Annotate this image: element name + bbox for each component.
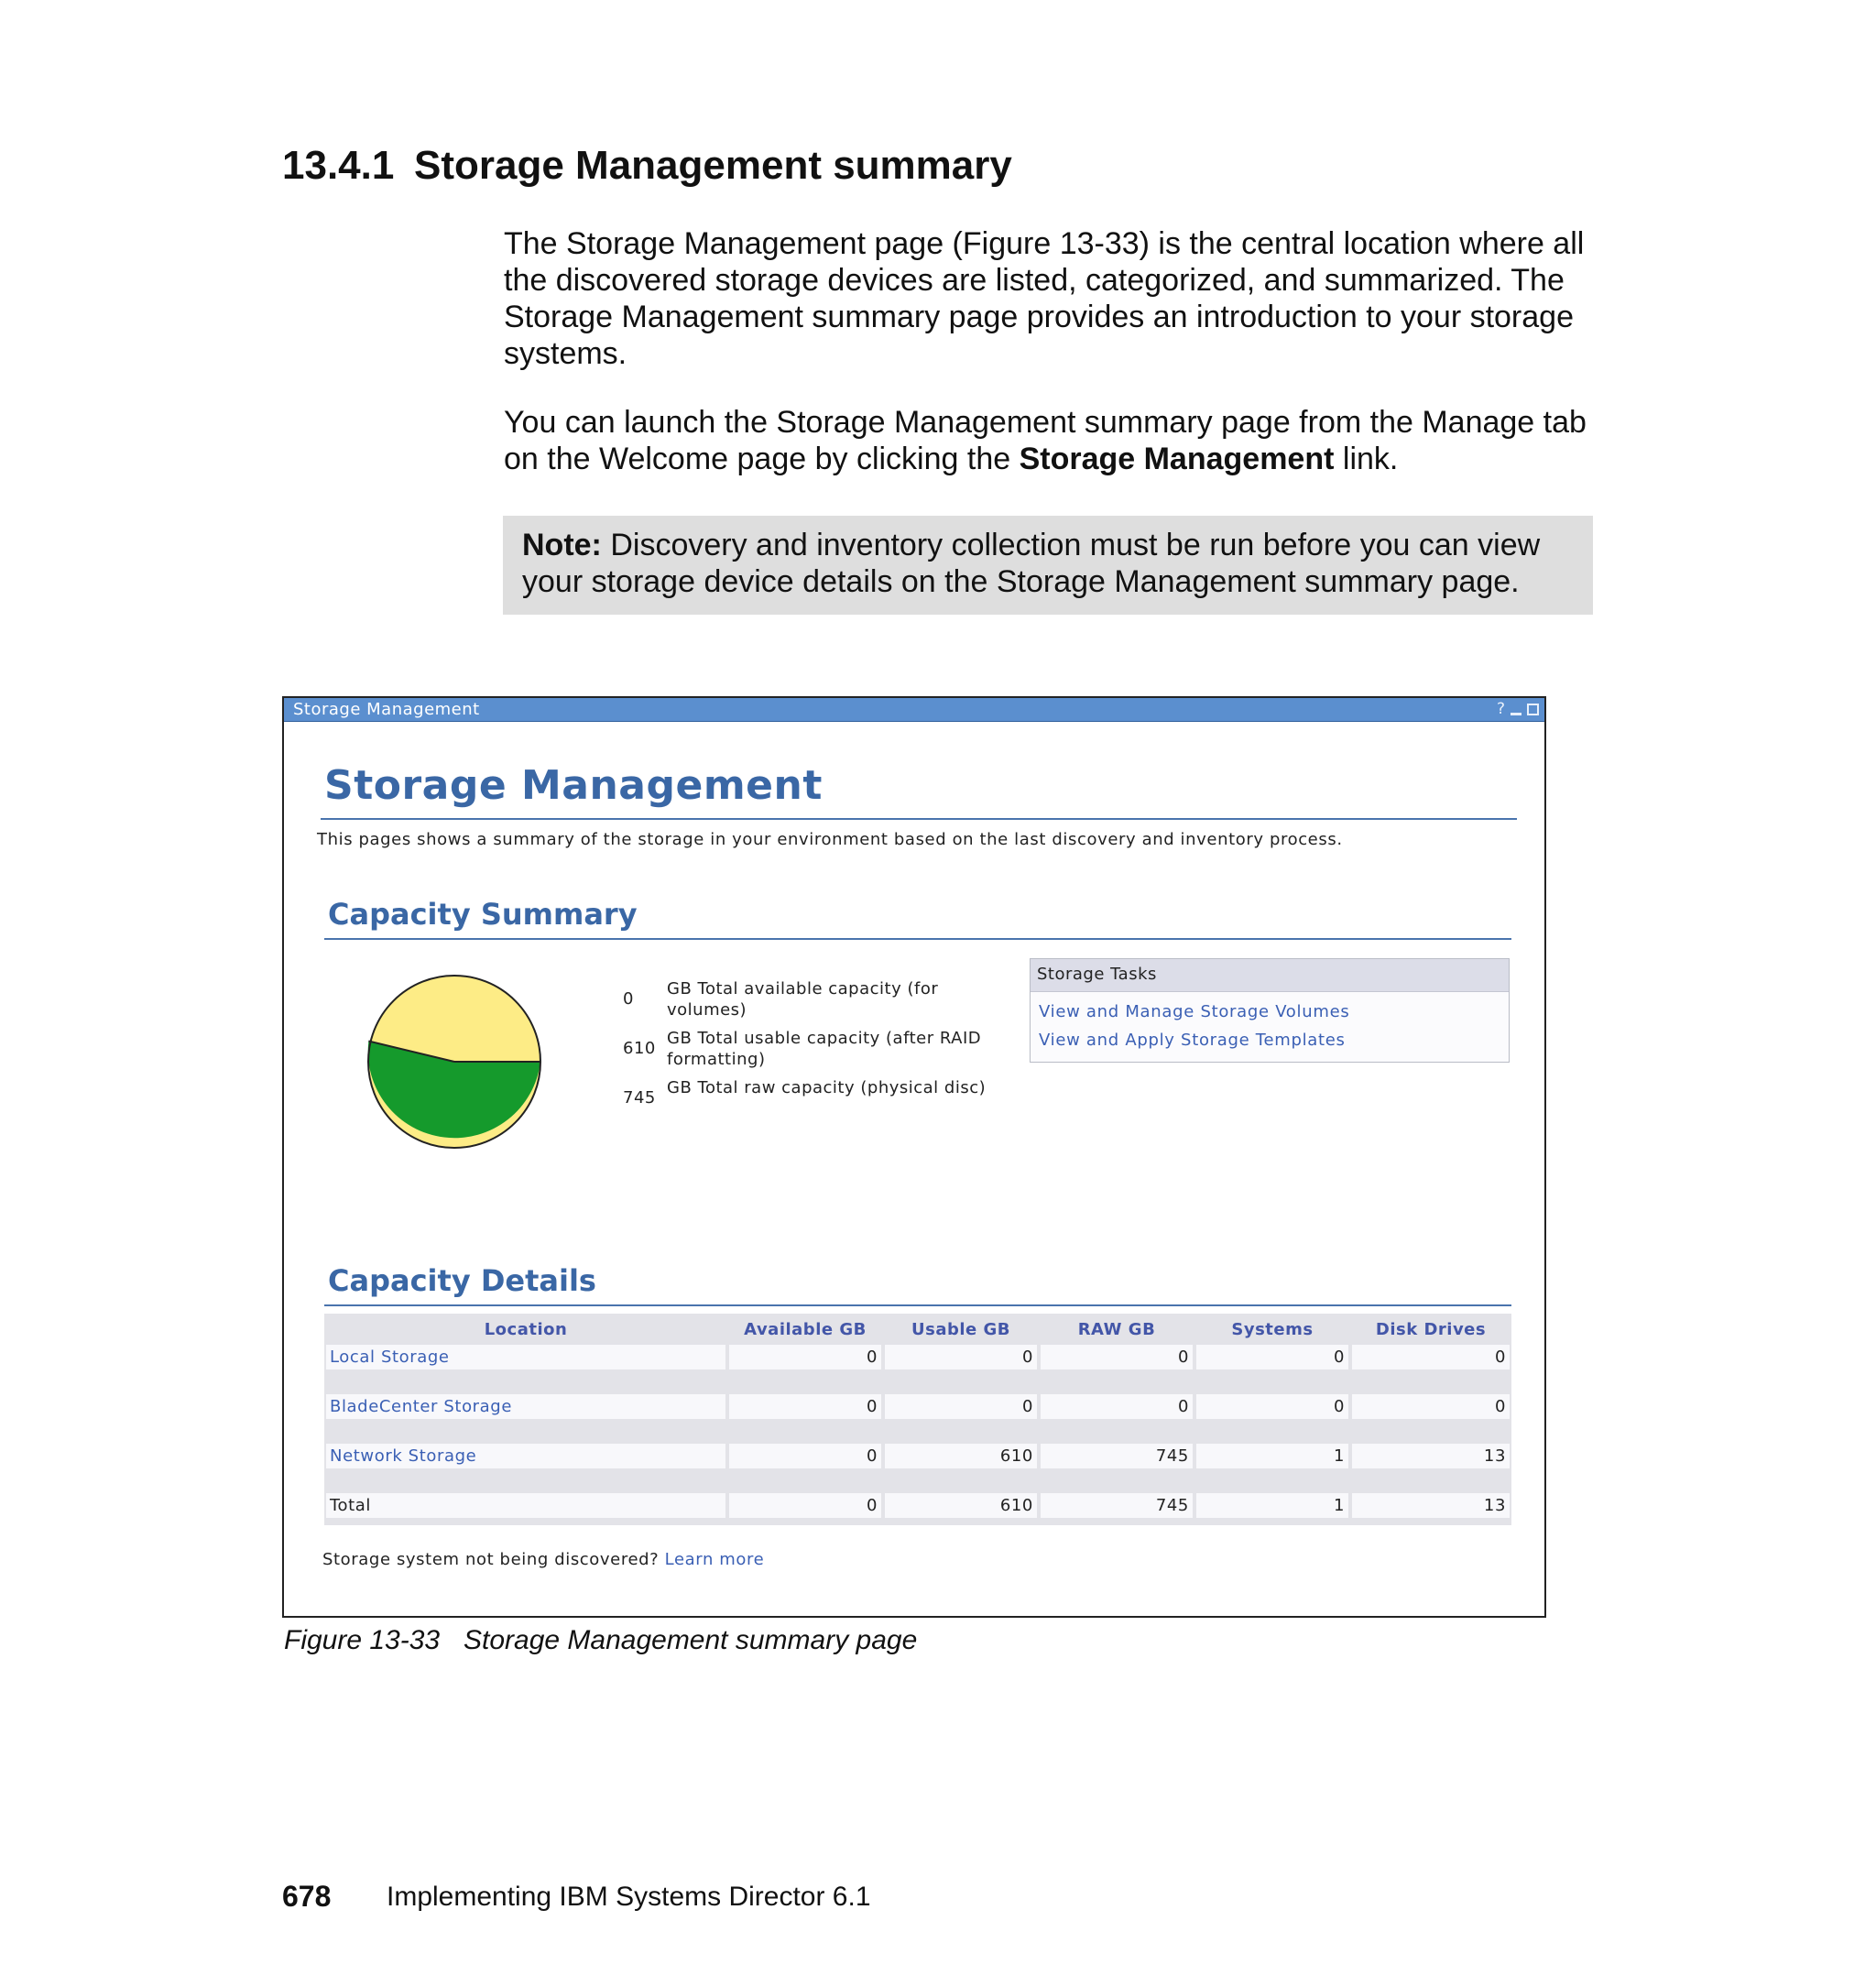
table-cell: 0 [1352,1394,1510,1419]
table-row [324,1444,1511,1468]
paragraph-2 [504,404,1603,477]
table-cell: 0 [1041,1345,1193,1369]
discovery-help-note [322,1550,764,1569]
storage-tasks-heading: Storage Tasks [1031,959,1509,992]
table-cell: 0 [729,1345,881,1369]
capacity-details-table [324,1314,1511,1525]
learn-more-link[interactable]: Learn more [664,1550,765,1569]
window-title: Storage Management [293,700,480,719]
paragraph-2-bold: Storage Management [1019,442,1335,476]
minimize-icon[interactable] [1511,713,1522,715]
capacity-summary-heading: Capacity Summary [328,897,638,932]
table-cell: 0 [729,1444,881,1468]
table-row [324,1394,1511,1419]
capacity-label: GB Total available capacity (for volumes) [667,979,939,1020]
table-spacer [324,1369,1511,1394]
page-number: 678 [282,1880,332,1913]
column-header-usable[interactable]: Usable GB [911,1319,1010,1339]
screenshot-window [282,696,1546,1618]
table-cell: 13 [1352,1493,1510,1518]
table-bottom-pad [324,1518,1511,1525]
table-spacer [324,1468,1511,1493]
view-apply-templates-link[interactable]: View and Apply Storage Templates [1039,1031,1346,1050]
table-row [324,1345,1511,1369]
table-cell: 1 [1196,1493,1348,1518]
bladecenter-storage-link[interactable]: BladeCenter Storage [326,1394,725,1419]
maximize-icon[interactable] [1527,704,1539,715]
help-icon[interactable]: ? [1496,700,1505,718]
table-cell: 0 [729,1394,881,1419]
table-header-row [324,1314,1511,1345]
capacity-label: GB Total raw capacity (physical disc) [667,1078,987,1097]
section-heading [282,143,1012,189]
capacity-label: GB Total usable capacity (after RAID formatting) [667,1029,982,1069]
column-header-location[interactable]: Location [484,1319,568,1339]
discovery-help-text: Storage system not being discovered? [322,1550,660,1569]
table-cell: 610 [885,1493,1037,1518]
capacity-summary-rule [324,938,1511,940]
figure-caption-text: Storage Management summary page [464,1625,918,1655]
table-cell: 0 [729,1493,881,1518]
capacity-value: 0 [623,989,634,1009]
storage-tasks-panel [1030,958,1510,1063]
table-cell: 13 [1352,1444,1510,1468]
table-spacer [324,1419,1511,1444]
figure-number: Figure 13-33 [284,1625,441,1655]
capacity-value: 610 [623,1039,656,1058]
table-cell: 0 [1196,1345,1348,1369]
table-cell: 0 [885,1345,1037,1369]
table-cell: 745 [1041,1444,1193,1468]
section-number: 13.4.1 [282,143,395,188]
table-cell: 0 [1041,1394,1193,1419]
note-box [503,516,1593,615]
paragraph-2-text: You can launch the Storage Management summary page from the Manage tab on the Welcome page by clicking the [504,405,1587,476]
capacity-details-rule [324,1304,1511,1306]
column-header-disk-drives[interactable]: Disk Drives [1375,1319,1487,1339]
total-label: Total [326,1493,725,1518]
column-header-available[interactable]: Available GB [744,1319,867,1339]
table-cell: 610 [885,1444,1037,1468]
book-title: Implementing IBM Systems Director 6.1 [387,1882,871,1912]
window-titlebar [284,698,1544,722]
table-total-row [324,1493,1511,1518]
heading-rule [321,818,1517,820]
page-heading: Storage Management [324,762,823,809]
network-storage-link[interactable]: Network Storage [326,1444,725,1468]
capacity-pie-chart [363,970,546,1153]
table-cell: 0 [885,1394,1037,1419]
table-cell: 745 [1041,1493,1193,1518]
local-storage-link[interactable]: Local Storage [326,1345,725,1369]
page-description: This pages shows a summary of the storage in your environment based on the last discovery and inventory process. [317,830,1343,849]
note-text: Discovery and inventory collection must be run before you can view your storage device details on the Storage Management summary page. [522,528,1541,599]
column-header-systems[interactable]: Systems [1231,1319,1314,1339]
note-label: Note: [522,528,602,562]
table-cell: 0 [1352,1345,1510,1369]
section-title: Storage Management summary [414,143,1012,188]
figure-caption [284,1625,917,1656]
capacity-details-heading: Capacity Details [328,1263,596,1298]
table-cell: 0 [1196,1394,1348,1419]
view-manage-volumes-link[interactable]: View and Manage Storage Volumes [1039,1002,1350,1021]
column-header-raw[interactable]: RAW GB [1077,1319,1156,1339]
table-cell: 1 [1196,1444,1348,1468]
paragraph-1: The Storage Management page (Figure 13-33) is the central location where all the discovered storage devices are listed, categorized, and summarized. The Storage Management summary page provides an introduction to your storage systems. [504,226,1585,371]
paragraph-2-end: link. [1334,442,1399,476]
window-controls [1497,700,1539,718]
capacity-value: 745 [623,1088,656,1108]
